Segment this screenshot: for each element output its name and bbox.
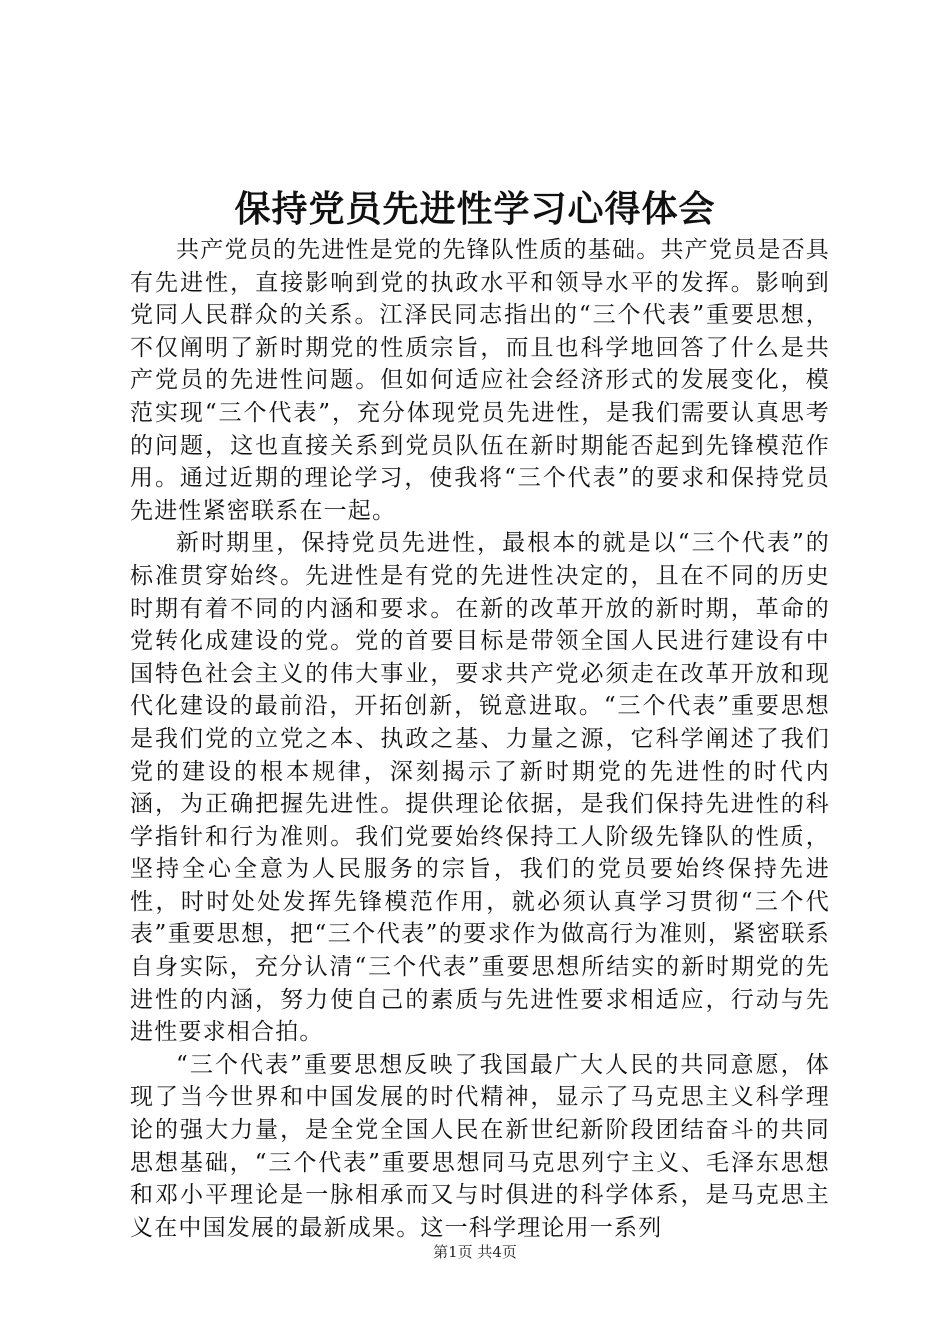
paragraph: 新时期里，保持党员先进性，最根本的就是以“三个代表”的标准贯穿始终。先进性是有党的先进性决定的，且在不同的历史时期有着不同的内涵和要求。在新的改革开放的新时期，革命的党转化成建设的党。党的首要目标是带领全国人民进行建设有中国特色社会主义的伟大事业，要求共产党必须走在改革开放和现代化建设的最前沿，开拓创新，锐意进取。“三个代表”重要思想是我们党的立党之本、执政之基、力量之源，它科学阐述了我们党的建设的根本规律，深刻揭示了新时期党的先进性的时代内涵，为正确把握先进性。提供理论依据，是我们保持先进性的科学指针和行为准则。我们党要始终保持工人阶级先锋队的性质，坚持全心全意为人民服务的宗旨，我们的党员要始终保持先进性，时时处处发挥先锋模范作用，就必须认真学习贯彻“三个代表”重要思想，把“三个代表”的要求作为做高行为准则，紧密联系自身实际，充分认清“三个代表”重要思想所结实的新时期党的先进性的内涵，努力使自己的素质与先进性要求相适应，行动与先进性要求相合拍。: [130, 530, 830, 1046]
paragraph: 共产党员的先进性是党的先锋队性质的基础。共产党员是否具有先进性，直接影响到党的执政水平和领导水平的发挥。影响到党同人民群众的关系。江泽民同志指出的“三个代表”重要思想，不仅阐明了新时期党的性质宗旨，而且也科学地回答了什么是共产党员的先进性问题。但如何适应社会经济形式的发展变化，模范实现“三个代表”，充分体现党员先进性，是我们需要认真思考的问题，这也直接关系到党员队伍在新时期能否起到先锋模范作用。通过近期的理论学习，使我将“三个代表”的要求和保持党员先进性紧密联系在一起。: [130, 237, 830, 524]
document-body: [130, 234, 830, 1241]
document-title: 保持党员先进性学习心得体会: [234, 188, 716, 230]
page-number-footer: 第1页 共4页: [433, 1243, 517, 1261]
paragraph: “三个代表”重要思想反映了我国最广大人民的共同意愿，体现了当今世界和中国发展的时代精神，显示了马克思主义科学理论的强大力量，是全党全国人民在新世纪新阶段团结奋斗的共同思想基础，“三个代表”重要思想同马克思列宁主义、毛泽东思想和邓小平理论是一脉相承而又与时俱进的科学体系，是马克思主义在中国发展的最新成果。这一科学理论用一系列: [130, 1051, 830, 1241]
